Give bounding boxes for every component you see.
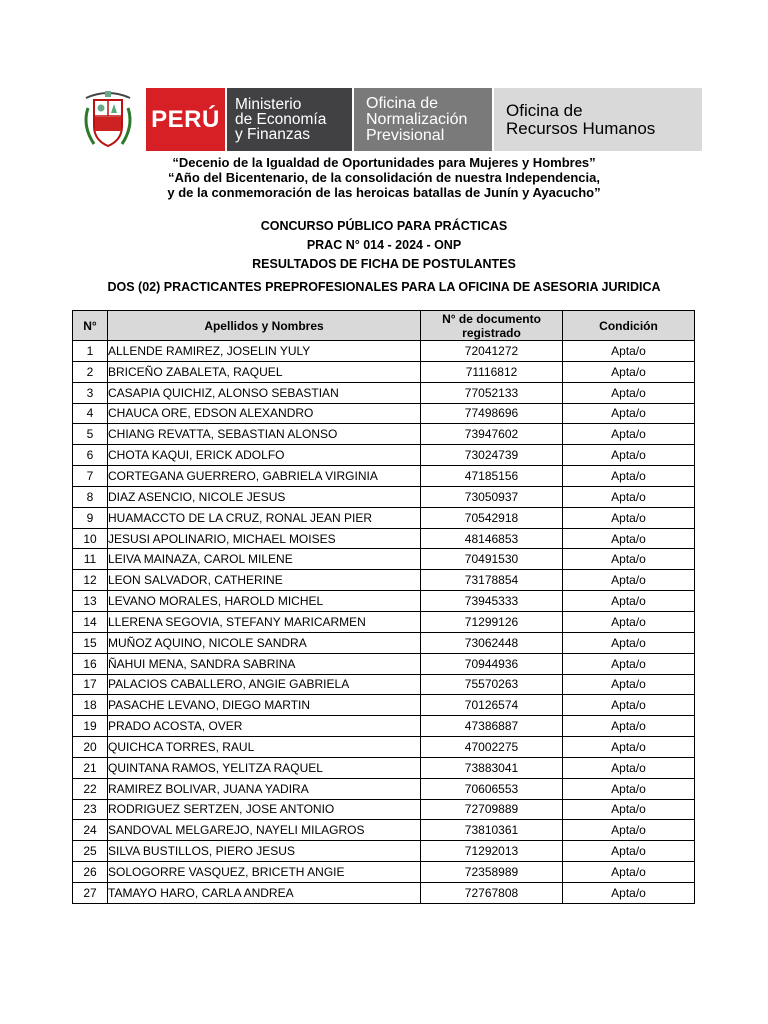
table-row: [73, 466, 695, 487]
coat-of-arms-icon: [78, 86, 138, 152]
document-number: 73050937: [421, 486, 563, 507]
table-row: [73, 632, 695, 653]
document-number: 71292013: [421, 841, 563, 862]
document-number: 47185156: [421, 466, 563, 487]
table-row: [73, 591, 695, 612]
header-document: [421, 311, 563, 341]
table-row: [73, 716, 695, 737]
document-number: 48146853: [421, 528, 563, 549]
condition: Apta/o: [563, 611, 695, 632]
applicant-name: CHOTA KAQUI, ERICK ADOLFO: [108, 445, 421, 466]
onp-brand-block: [354, 88, 492, 151]
table-row: [73, 341, 695, 362]
condition: Apta/o: [563, 466, 695, 487]
condition: Apta/o: [563, 507, 695, 528]
document-number: 71116812: [421, 361, 563, 382]
condition: Apta/o: [563, 632, 695, 653]
mef-line: y Finanzas: [235, 126, 310, 143]
row-number: 9: [73, 507, 108, 528]
table-row: [73, 757, 695, 778]
table-row: [73, 653, 695, 674]
table-row: [73, 820, 695, 841]
table-row: [73, 674, 695, 695]
applicant-name: QUINTANA RAMOS, YELITZA RAQUEL: [108, 757, 421, 778]
applicant-name: TAMAYO HARO, CARLA ANDREA: [108, 882, 421, 903]
decenio-line: y de la conmemoración de las heroicas batallas de Junín y Ayacucho”: [167, 185, 601, 200]
row-number: 13: [73, 591, 108, 612]
table-row: [73, 486, 695, 507]
applicant-name: JESUSI APOLINARIO, MICHAEL MOISES: [108, 528, 421, 549]
applicant-name: HUAMACCTO DE LA CRUZ, RONAL JEAN PIER: [108, 507, 421, 528]
decenio-line: “Decenio de la Igualdad de Oportunidades para Mujeres y Hombres”: [172, 155, 596, 170]
applicant-name: CASAPIA QUICHIZ, ALONSO SEBASTIAN: [108, 382, 421, 403]
condition: Apta/o: [563, 862, 695, 883]
row-number: 18: [73, 695, 108, 716]
row-number: 10: [73, 528, 108, 549]
applicant-name: LEON SALVADOR, CATHERINE: [108, 570, 421, 591]
condition: Apta/o: [563, 570, 695, 591]
document-number: 73883041: [421, 757, 563, 778]
header-document-line: registrado: [462, 325, 521, 340]
applicant-name: CORTEGANA GUERRERO, GABRIELA VIRGINIA: [108, 466, 421, 487]
applicant-name: PALACIOS CABALLERO, ANGIE GABRIELA: [108, 674, 421, 695]
header-document-line: N° de documento: [442, 311, 541, 326]
row-number: 26: [73, 862, 108, 883]
condition: Apta/o: [563, 757, 695, 778]
applicant-name: SANDOVAL MELGAREJO, NAYELI MILAGROS: [108, 820, 421, 841]
contest-title: CONCURSO PÚBLICO PARA PRÁCTICAS: [260, 219, 508, 233]
row-number: 27: [73, 882, 108, 903]
document-number: 73024739: [421, 445, 563, 466]
row-number: 20: [73, 737, 108, 758]
document-titles: [0, 217, 768, 274]
table-row: [73, 507, 695, 528]
table-row: [73, 382, 695, 403]
condition: Apta/o: [563, 653, 695, 674]
row-number: 3: [73, 382, 108, 403]
table-row: [73, 611, 695, 632]
row-number: 25: [73, 841, 108, 862]
results-title: RESULTADOS DE FICHA DE POSTULANTES: [252, 257, 516, 271]
document-number: 73945333: [421, 591, 563, 612]
document-number: 47002275: [421, 737, 563, 758]
applicant-name: LEVANO MORALES, HAROLD MICHEL: [108, 591, 421, 612]
condition: Apta/o: [563, 549, 695, 570]
document-number: 73810361: [421, 820, 563, 841]
peru-brand-block: [146, 88, 225, 151]
row-number: 22: [73, 778, 108, 799]
condition: Apta/o: [563, 424, 695, 445]
table-row: [73, 528, 695, 549]
condition: Apta/o: [563, 841, 695, 862]
row-number: 4: [73, 403, 108, 424]
header-number: N°: [73, 311, 108, 341]
process-code: PRAC N° 014 - 2024 - ONP: [306, 238, 462, 252]
document-number: 71299126: [421, 611, 563, 632]
document-number: 70542918: [421, 507, 563, 528]
document-number: 77052133: [421, 382, 563, 403]
condition: Apta/o: [563, 486, 695, 507]
document-number: 73178854: [421, 570, 563, 591]
table-row: [73, 737, 695, 758]
applicant-name: SILVA BUSTILLOS, PIERO JESUS: [108, 841, 421, 862]
rrhh-line: Oficina de: [506, 100, 583, 120]
condition: Apta/o: [563, 695, 695, 716]
condition: Apta/o: [563, 778, 695, 799]
condition: Apta/o: [563, 737, 695, 758]
condition: Apta/o: [563, 528, 695, 549]
row-number: 16: [73, 653, 108, 674]
institution-header: [72, 86, 702, 152]
condition: Apta/o: [563, 882, 695, 903]
document-number: 70491530: [421, 549, 563, 570]
condition: Apta/o: [563, 382, 695, 403]
table-header-row: [73, 311, 695, 341]
mef-brand-block: [227, 88, 352, 151]
condition: Apta/o: [563, 591, 695, 612]
onp-line: Previsional: [366, 126, 445, 144]
applicant-name: LEIVA MAINAZA, CAROL MILENE: [108, 549, 421, 570]
table-row: [73, 570, 695, 591]
document-number: 73947602: [421, 424, 563, 445]
row-number: 19: [73, 716, 108, 737]
row-number: 2: [73, 361, 108, 382]
table-row: [73, 862, 695, 883]
mef-line: de Economía: [235, 111, 327, 128]
applicant-name: DIAZ ASENCIO, NICOLE JESUS: [108, 486, 421, 507]
condition: Apta/o: [563, 361, 695, 382]
mef-line: Ministerio: [235, 96, 302, 113]
applicant-name: ÑAHUI MENA, SANDRA SABRINA: [108, 653, 421, 674]
table-row: [73, 361, 695, 382]
document-number: 73062448: [421, 632, 563, 653]
applicant-name: BRICEÑO ZABALETA, RAQUEL: [108, 361, 421, 382]
document-number: 70126574: [421, 695, 563, 716]
applicant-name: CHIANG REVATTA, SEBASTIAN ALONSO: [108, 424, 421, 445]
row-number: 14: [73, 611, 108, 632]
applicant-name: CHAUCA ORE, EDSON ALEXANDRO: [108, 403, 421, 424]
onp-line: Normalización: [366, 110, 468, 128]
table-row: [73, 841, 695, 862]
rrhh-line: Recursos Humanos: [506, 118, 656, 138]
applicant-name: LLERENA SEGOVIA, STEFANY MARICARMEN: [108, 611, 421, 632]
row-number: 7: [73, 466, 108, 487]
condition: Apta/o: [563, 799, 695, 820]
row-number: 12: [73, 570, 108, 591]
condition: Apta/o: [563, 341, 695, 362]
condition: Apta/o: [563, 445, 695, 466]
table-row: [73, 424, 695, 445]
condition: Apta/o: [563, 403, 695, 424]
table-row: [73, 799, 695, 820]
decenio-text: [0, 155, 768, 200]
applicant-name: MUÑOZ AQUINO, NICOLE SANDRA: [108, 632, 421, 653]
condition: Apta/o: [563, 716, 695, 737]
applicant-name: PASACHE LEVANO, DIEGO MARTIN: [108, 695, 421, 716]
row-number: 11: [73, 549, 108, 570]
document-number: 75570263: [421, 674, 563, 695]
document-number: 77498696: [421, 403, 563, 424]
row-number: 17: [73, 674, 108, 695]
table-row: [73, 695, 695, 716]
header-name: Apellidos y Nombres: [108, 311, 421, 341]
condition: Apta/o: [563, 674, 695, 695]
table-row: [73, 403, 695, 424]
peru-label: PERÚ: [151, 105, 220, 133]
document-number: 72358989: [421, 862, 563, 883]
document-number: 70944936: [421, 653, 563, 674]
document-number: 47386887: [421, 716, 563, 737]
condition: Apta/o: [563, 820, 695, 841]
onp-line: Oficina de: [366, 94, 439, 112]
applicant-name: PRADO ACOSTA, OVER: [108, 716, 421, 737]
header-condition: Condición: [563, 311, 695, 341]
document-number: 70606553: [421, 778, 563, 799]
applicant-name: RAMIREZ BOLIVAR, JUANA YADIRA: [108, 778, 421, 799]
row-number: 23: [73, 799, 108, 820]
table-row: [73, 445, 695, 466]
document-number: 72709889: [421, 799, 563, 820]
applicant-name: SOLOGORRE VASQUEZ, BRICETH ANGIE: [108, 862, 421, 883]
applicant-name: ALLENDE RAMIREZ, JOSELIN YULY: [108, 341, 421, 362]
decenio-line: “Año del Bicentenario, de la consolidación de nuestra Independencia,: [168, 170, 600, 185]
rrhh-brand-block: [494, 88, 702, 151]
row-number: 15: [73, 632, 108, 653]
applicant-name: RODRIGUEZ SERTZEN, JOSE ANTONIO: [108, 799, 421, 820]
table-row: [73, 549, 695, 570]
document-number: 72767808: [421, 882, 563, 903]
position-title: DOS (02) PRACTICANTES PREPROFESIONALES PARA LA OFICINA DE ASESORIA JURIDICA: [107, 280, 661, 294]
row-number: 24: [73, 820, 108, 841]
row-number: 21: [73, 757, 108, 778]
row-number: 1: [73, 341, 108, 362]
table-row: [73, 882, 695, 903]
row-number: 6: [73, 445, 108, 466]
results-table: [72, 310, 695, 904]
row-number: 8: [73, 486, 108, 507]
applicant-name: QUICHCA TORRES, RAUL: [108, 737, 421, 758]
row-number: 5: [73, 424, 108, 445]
document-number: 72041272: [421, 341, 563, 362]
table-row: [73, 778, 695, 799]
